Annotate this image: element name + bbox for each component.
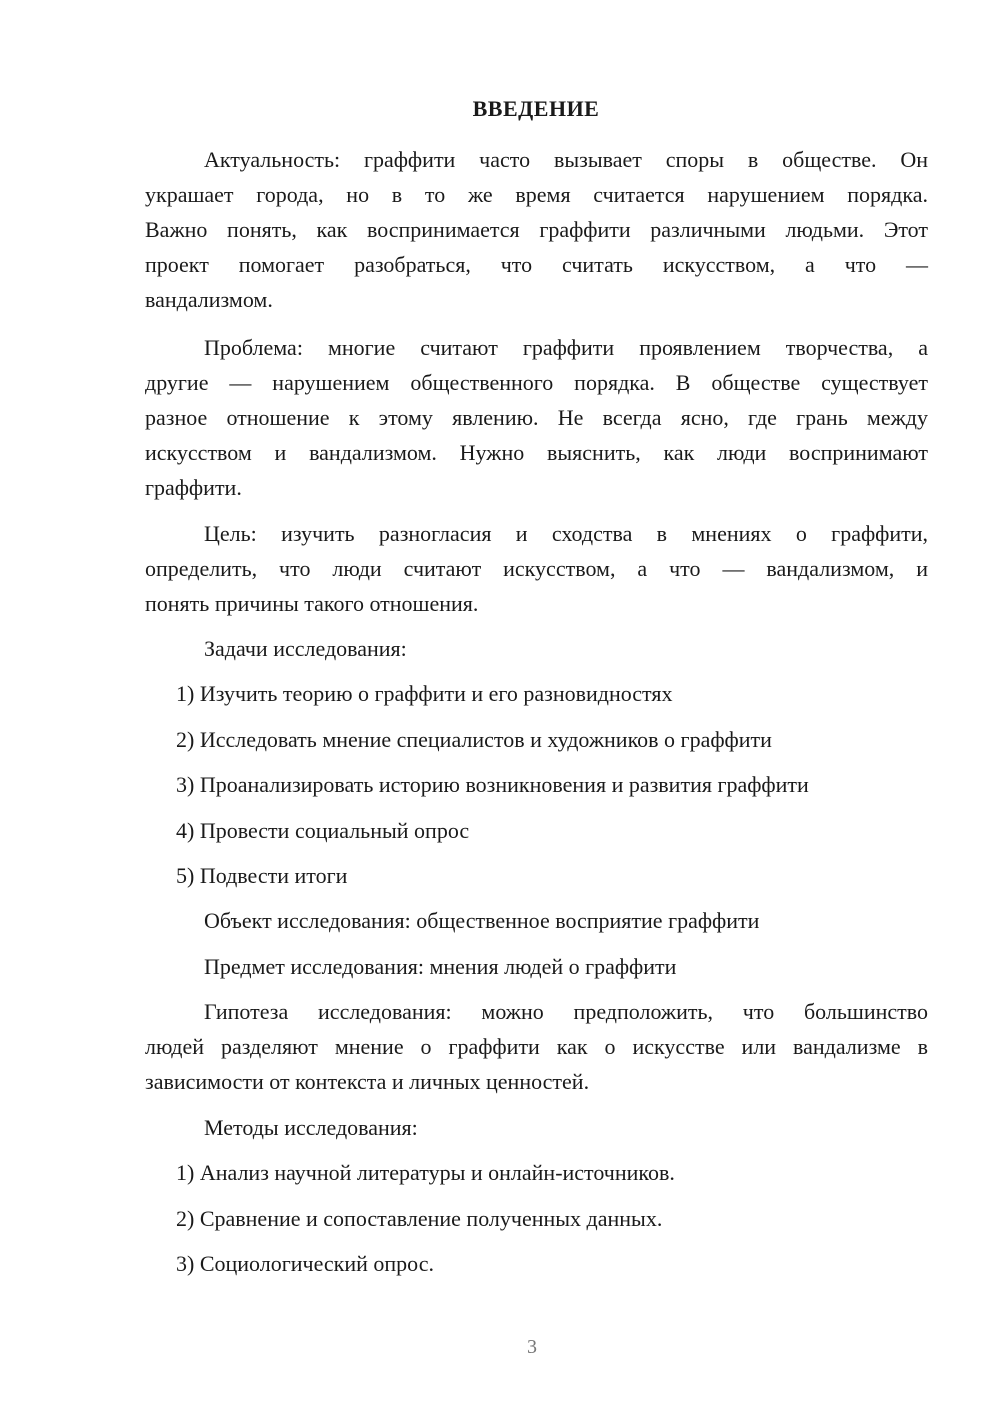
paragraph-line: людей разделяют мнение о граффити как о искусстве или вандализме в <box>145 1034 928 1059</box>
paragraph-line: другие — нарушением общественного порядка. В обществе существует <box>145 370 928 395</box>
research-subject: Предмет исследования: мнения людей о граффити <box>204 954 677 979</box>
list-item: 1) Анализ научной литературы и онлайн-источников. <box>176 1160 675 1185</box>
methods-heading: Методы исследования: <box>204 1115 418 1140</box>
paragraph-line: граффити. <box>145 475 242 500</box>
paragraph-line: проект помогает разобраться, что считать искусством, а что — <box>145 252 928 277</box>
hypothesis-paragraph <box>145 994 928 1099</box>
paragraph-line: разное отношение к этому явлению. Не всегда ясно, где грань между <box>145 405 928 430</box>
paragraph-line: искусством и вандализмом. Нужно выяснить, как люди воспринимают <box>145 440 928 465</box>
list-item: 3) Проанализировать историю возникновения и развития граффити <box>176 772 809 797</box>
list-item: 2) Исследовать мнение специалистов и художников о граффити <box>176 727 772 752</box>
goal-paragraph <box>145 516 928 621</box>
paragraph-line: зависимости от контекста и личных ценностей. <box>145 1069 590 1094</box>
list-item: 5) Подвести итоги <box>176 863 348 888</box>
paragraph-line: Проблема: многие считают граффити проявлением творчества, а <box>204 335 928 360</box>
paragraph-line: понять причины такого отношения. <box>145 591 479 616</box>
paragraph-line: Гипотеза исследования: можно предположить, что большинство <box>204 999 928 1024</box>
list-item: 1) Изучить теорию о граффити и его разновидностях <box>176 681 673 706</box>
paragraph-line: Цель: изучить разногласия и сходства в мнениях о граффити, <box>204 521 928 546</box>
paragraph-line: украшает города, но в то же время считается нарушением порядка. <box>145 182 928 207</box>
list-item: 4) Провести социальный опрос <box>176 818 470 843</box>
paragraph-line: вандализмом. <box>145 287 273 312</box>
list-item: 2) Сравнение и сопоставление полученных данных. <box>176 1206 663 1231</box>
problem-paragraph <box>145 330 928 505</box>
paragraph-line: Важно понять, как воспринимается граффити различными людьми. Этот <box>145 217 928 242</box>
page-number: 3 <box>527 1336 537 1358</box>
list-item: 3) Социологический опрос. <box>176 1251 434 1276</box>
paragraph-line: Актуальность: граффити часто вызывает споры в обществе. Он <box>204 147 928 172</box>
research-object: Объект исследования: общественное восприятие граффити <box>204 908 760 933</box>
relevance-paragraph <box>145 142 928 317</box>
tasks-heading: Задачи исследования: <box>204 636 407 661</box>
paragraph-line: определить, что люди считают искусством, а что — вандализмом, и <box>145 556 928 581</box>
page-title: ВВЕДЕНИЕ <box>472 96 600 121</box>
